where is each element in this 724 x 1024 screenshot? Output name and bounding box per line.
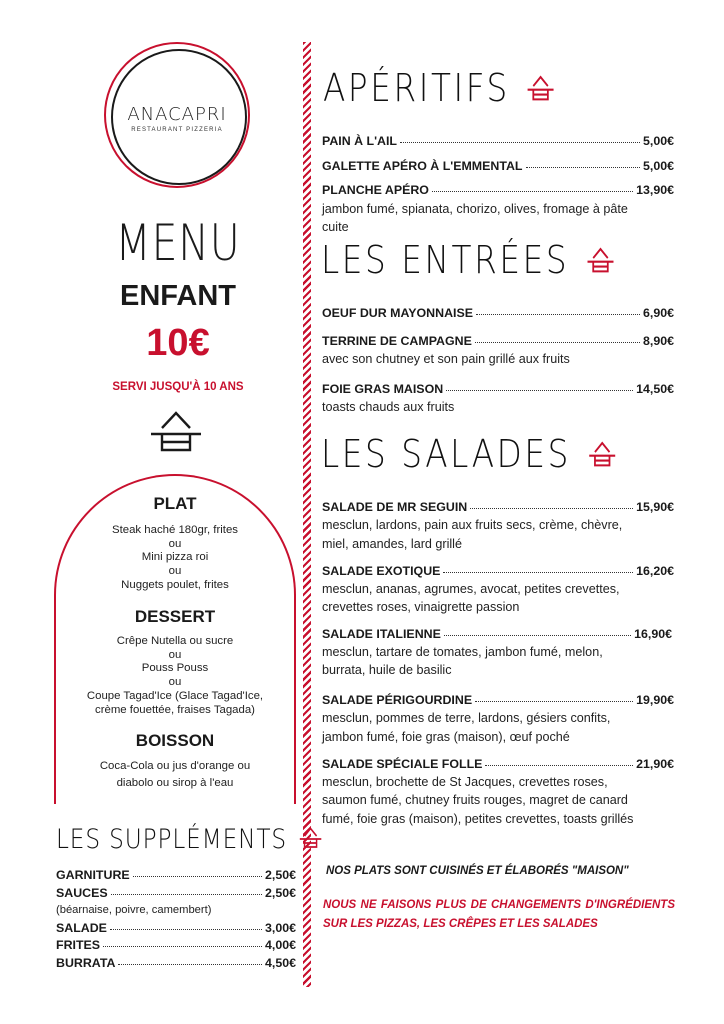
item-price: 8,90€ — [642, 334, 674, 348]
kids-menu-title: MENU — [115, 214, 241, 272]
item-description: jambon fumé, foie gras (maison), œuf poché — [322, 730, 570, 744]
menu-row — [322, 334, 674, 348]
supplements-title: LES SUPPLÉMENTS — [56, 824, 323, 855]
dessert-line: ou — [168, 649, 182, 661]
boisson-line: Coca-Cola ou jus d'orange ou — [99, 760, 251, 772]
plat-heading: PLAT — [153, 494, 197, 513]
item-name: FOIE GRAS MAISON — [322, 382, 444, 396]
item-name: FRITES — [56, 938, 101, 952]
dot-leader — [470, 508, 633, 509]
menu-row — [322, 382, 674, 396]
plat-line: ou — [168, 538, 182, 550]
item-name: PLANCHE APÉRO — [322, 183, 429, 197]
maison-note: NOS PLATS SONT CUISINÉS ET ÉLABORÉS "MAISON" — [326, 865, 629, 877]
item-name: SALADE — [56, 921, 107, 935]
item-description: crevettes roses, vinaigrette passion — [322, 600, 520, 614]
boisson-heading: BOISSON — [135, 731, 215, 750]
dot-leader — [400, 142, 640, 143]
item-name: TERRINE DE CAMPAGNE — [322, 334, 472, 348]
dessert-heading: DESSERT — [134, 607, 216, 626]
kids-menu-age-note: SERVI JUSQU'À 10 ANS — [112, 381, 244, 393]
supplement-row — [56, 921, 296, 935]
plat-line: Nuggets poulet, frites — [121, 579, 229, 591]
item-price: 16,20€ — [636, 564, 674, 578]
dot-leader — [111, 894, 262, 895]
item-price: 13,90€ — [636, 183, 674, 197]
menu-row — [322, 627, 672, 641]
item-price: 16,90€ — [634, 627, 672, 641]
dessert-line: ou — [168, 676, 182, 688]
item-description: mesclun, pommes de terre, lardons, gésiers confits, — [322, 711, 611, 725]
dot-leader — [103, 946, 262, 947]
entrees-title: LES ENTRÉES — [321, 238, 615, 282]
item-price: 14,50€ — [636, 382, 674, 396]
item-price: 2,50€ — [264, 868, 296, 882]
dot-leader — [526, 167, 640, 168]
item-description: (béarnaise, poivre, camembert) — [56, 904, 212, 916]
item-name: SALADE PÉRIGOURDINE — [322, 693, 473, 707]
dot-leader — [475, 342, 640, 343]
item-description: mesclun, tartare de tomates, jambon fumé, melon, — [322, 645, 603, 659]
item-description: miel, amandes, lard grillé — [322, 537, 462, 551]
menu-row — [322, 183, 674, 197]
item-price: 4,50€ — [264, 956, 296, 970]
dot-leader — [443, 572, 633, 573]
item-description: fumé, foie gras (maison), petites crevettes, toasts grillés — [322, 812, 634, 826]
item-price: 2,50€ — [264, 886, 296, 900]
dessert-line: Crêpe Nutella ou sucre — [116, 635, 234, 647]
dot-leader — [446, 390, 633, 391]
dot-leader — [133, 876, 262, 877]
boisson-line: diabolo ou sirop à l'eau — [116, 777, 234, 789]
warning-note: NOUS NE FAISONS PLUS DE CHANGEMENTS D'INGRÉDIENTS SUR LES PIZZAS, LES CRÊPES ET LES SALADES — [323, 899, 675, 930]
item-price: 19,90€ — [636, 693, 674, 707]
item-description: mesclun, ananas, agrumes, avocat, petites crevettes, — [322, 582, 620, 596]
item-price: 5,00€ — [642, 159, 674, 173]
plat-line: ou — [168, 565, 182, 577]
dessert-line: crème fouettée, fraises Tagada) — [95, 704, 255, 716]
item-price: 21,90€ — [636, 757, 674, 771]
logo-name: ANACAPRI — [127, 104, 227, 125]
item-name: SAUCES — [56, 886, 108, 900]
house-icon — [148, 408, 204, 456]
kids-menu-subtitle: ENFANT — [120, 280, 236, 312]
menu-row — [322, 693, 674, 707]
dot-leader — [475, 701, 633, 702]
item-name: BURRATA — [56, 956, 116, 970]
menu-row — [322, 306, 674, 320]
house-icon — [586, 246, 615, 275]
plat-line: Mini pizza roi — [141, 551, 209, 563]
menu-row — [322, 564, 674, 578]
item-name: SALADE SPÉCIALE FOLLE — [322, 757, 483, 771]
item-name: SALADE EXOTIQUE — [322, 564, 441, 578]
menu-row — [322, 757, 674, 771]
house-icon — [587, 440, 616, 469]
item-name: GARNITURE — [56, 868, 130, 882]
menu-row — [322, 134, 674, 148]
item-name: GALETTE APÉRO À L'EMMENTAL — [322, 159, 523, 173]
item-name: OEUF DUR MAYONNAISE — [322, 306, 473, 320]
item-price: 4,00€ — [264, 938, 296, 952]
kids-menu-price: 10€ — [146, 322, 210, 364]
item-description: toasts chauds aux fruits — [322, 400, 455, 414]
item-name: SALADE ITALIENNE — [322, 627, 441, 641]
dot-leader — [432, 191, 633, 192]
dot-leader — [485, 765, 633, 766]
aperitifs-title: APÉRITIFS — [323, 66, 556, 110]
item-price: 15,90€ — [636, 500, 674, 514]
item-price: 3,00€ — [264, 921, 296, 935]
menu-row — [322, 159, 674, 173]
house-icon — [299, 826, 323, 850]
house-icon — [526, 74, 555, 103]
dot-leader — [476, 314, 640, 315]
supplement-row — [56, 886, 296, 900]
item-price: 6,90€ — [642, 306, 674, 320]
dot-leader — [118, 964, 262, 965]
dessert-line: Pouss Pouss — [141, 662, 209, 674]
menu-row — [322, 500, 674, 514]
item-name: PAIN À L'AIL — [322, 134, 397, 148]
item-name: SALADE DE MR SEGUIN — [322, 500, 468, 514]
salades-title: LES SALADES — [321, 432, 617, 476]
plat-line: Steak haché 180gr, frites — [111, 524, 238, 536]
item-description: cuite — [322, 220, 349, 234]
item-description: saumon fumé, chutney fruits rouges, magret de canard — [322, 793, 628, 807]
item-description: mesclun, brochette de St Jacques, crevettes roses, — [322, 775, 608, 789]
dot-leader — [444, 635, 631, 636]
dessert-line: Coupe Tagad'Ice (Glace Tagad'Ice, — [86, 690, 264, 702]
supplement-row — [56, 868, 296, 882]
logo-subtitle: RESTAURANT PIZZERIA — [131, 127, 223, 133]
dot-leader — [110, 929, 262, 930]
item-description: burrata, huile de basilic — [322, 663, 452, 677]
item-description: jambon fumé, spianata, chorizo, olives, fromage à pâte — [322, 202, 628, 216]
item-description: mesclun, lardons, pain aux fruits secs, crème, chèvre, — [322, 518, 623, 532]
supplement-row — [56, 938, 296, 952]
item-price: 5,00€ — [642, 134, 674, 148]
item-description: avec son chutney et son pain grillé aux fruits — [322, 352, 570, 366]
supplement-row — [56, 956, 296, 970]
